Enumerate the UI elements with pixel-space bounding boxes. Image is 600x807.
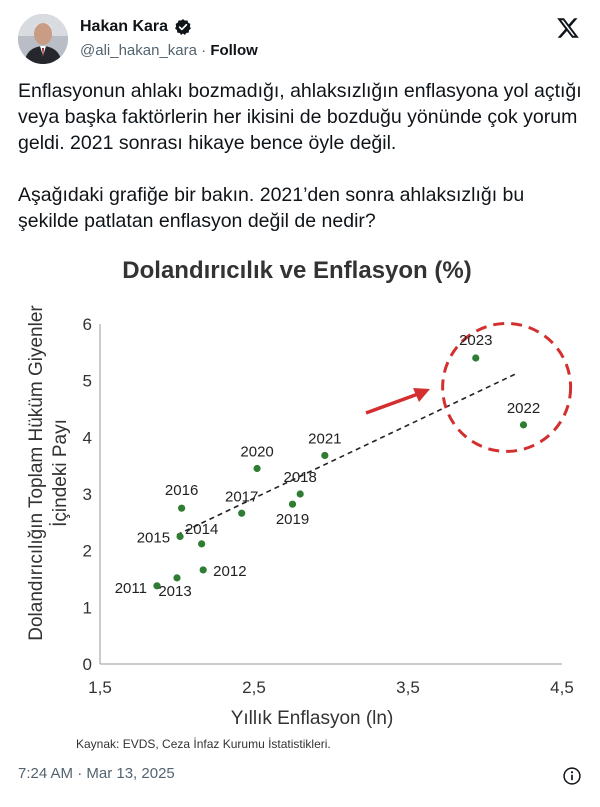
data-label: 2013 [158, 582, 192, 600]
scatter-chart [0, 248, 600, 758]
data-point [198, 540, 205, 547]
verified-badge-icon [174, 18, 192, 36]
x-tick-label: 2,5 [242, 678, 266, 697]
data-point [321, 452, 328, 459]
tweet-paragraph: Enflasyonun ahlakı bozmadığı, ahlaksızlığın enflasyona yol açtığı veya başka faktörlerin her ikisini de bozduğu yönünde çok yorum geldi. 2021 sonrası hikaye bence öyle değil. [18, 80, 582, 154]
author-name[interactable]: Hakan Kara [80, 18, 169, 35]
data-point [176, 533, 183, 540]
tweet-text [18, 78, 584, 260]
avatar[interactable] [18, 14, 68, 64]
chart-title: Dolandırıcılık ve Enflasyon (%) [122, 257, 472, 284]
tweet-timestamp[interactable]: 7:24 AM · Mar 13, 2025 [18, 765, 175, 782]
x-tick-label: 1,5 [88, 678, 112, 697]
trend-line [177, 374, 516, 535]
y-tick-label: 2 [82, 541, 92, 561]
y-tick-label: 1 [82, 598, 92, 618]
y-tick-label: 0 [82, 655, 92, 674]
data-label: 2015 [136, 529, 171, 547]
data-label: 2014 [184, 520, 219, 538]
handle-separator: · [196, 42, 211, 59]
data-point [173, 574, 180, 581]
data-label: 2020 [240, 443, 274, 461]
info-icon[interactable] [562, 766, 582, 786]
y-tick-label: 5 [82, 371, 92, 391]
data-point [200, 566, 207, 573]
x-axis-title: Yıllık Enflasyon (ln) [230, 708, 394, 729]
highlight-arrow [366, 394, 418, 413]
data-label: 2023 [459, 332, 493, 349]
y-tick-label: 3 [82, 485, 92, 504]
x-tick-label: 4,5 [550, 678, 574, 697]
data-point [289, 501, 296, 508]
tweet-header [18, 14, 584, 64]
follow-button[interactable]: Follow [210, 42, 258, 59]
data-point [297, 490, 304, 497]
data-point [238, 510, 245, 517]
data-label: 2016 [164, 482, 199, 500]
data-point [472, 354, 479, 361]
chart-image[interactable] [0, 248, 600, 758]
y-axis-title: Dolandırıcılığın Toplam Hüküm Giyenler [26, 305, 47, 641]
data-label: 2011 [114, 579, 147, 597]
data-label: 2019 [275, 511, 310, 529]
data-point [520, 421, 527, 428]
data-point [178, 505, 185, 512]
x-logo-icon[interactable] [556, 16, 580, 40]
x-tick-label: 3,5 [396, 678, 420, 697]
data-point [253, 465, 260, 472]
y-axis-title: İçindeki Payı [50, 419, 71, 527]
y-tick-label: 6 [82, 315, 92, 334]
data-label: 2022 [506, 399, 541, 417]
data-label: 2021 [308, 430, 342, 448]
data-label: 2018 [283, 469, 317, 486]
chart-source: Kaynak: EVDS, Ceza İnfaz Kurumu İstatistikleri. [76, 737, 331, 751]
tweet-paragraph: Aşağıdaki grafiğe bir bakın. 2021’den sonra ahlaksızlığı bu şekilde patlatan enflasyon değil de nedir? [18, 184, 525, 232]
data-label: 2012 [213, 562, 247, 580]
y-tick-label: 4 [82, 428, 92, 448]
data-label: 2017 [224, 488, 259, 506]
author-handle[interactable]: @ali_hakan_kara [80, 42, 197, 59]
